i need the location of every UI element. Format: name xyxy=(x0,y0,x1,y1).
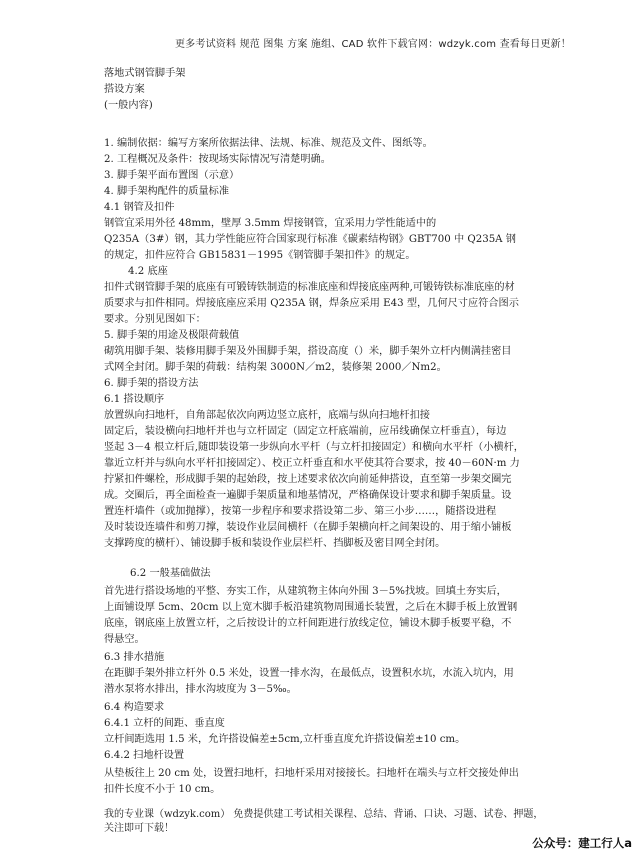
paragraph-line: 置连杆墙件（或加抛撑），按第一步程序和要求搭设第二步、第三小步……，随搭设进程 xyxy=(104,506,497,517)
subsection-heading: 6.1 搭设顺序 xyxy=(104,394,165,405)
doc-title: 落地式钢管脚手架 xyxy=(104,68,186,79)
subsection-heading: 6.3 排水措施 xyxy=(104,652,165,663)
section-heading: 1. 编制依据：编写方案所依据法律、法规、标准、规范及文件、图纸等。 xyxy=(104,138,433,149)
paragraph-line: 首先进行搭设场地的平整、夯实工作，从建筑物主体向外围 3－5%找坡。回填土夯实后， xyxy=(104,586,507,597)
paragraph-line: 钢管宜采用外径 48mm，壁厚 3.5mm 焊接钢管，宜采用力学性能适中的 xyxy=(104,218,437,229)
paragraph-line: 上面铺设厚 5cm、20cm 以上宽木脚手板沿建筑物周围通长装置，之后在木脚手板上放置钢 xyxy=(104,602,518,613)
paragraph-line: 固定后，装设横向扫地杆并也与立杆固定（固定立杆底端前，应吊线确保立杆垂直），每边 xyxy=(104,426,507,437)
paragraph-line: 式网全封闭。脚手架的荷载：结构架 3000N／m2，装修架 2000／Nm2。 xyxy=(104,362,447,373)
page-header: 更多考试资料 规范 图集 方案 施组、CAD 软件下载官网：wdzyk.com 查看每日更新！ xyxy=(174,39,571,50)
paragraph-line: 要求。分别见图如下： xyxy=(104,314,206,325)
subsection-heading: 4.1 钢管及扣件 xyxy=(104,202,175,213)
paragraph-line: 扣件长度不小于 10 cm。 xyxy=(104,784,221,795)
paragraph-line: 拧紧扣件螺栓，形成脚手架的起始段，按上述要求依次向前延伸搭设，直至第一步架交圈完 xyxy=(104,474,512,485)
paragraph-line: 成。交圈后，再全面检查一遍脚手架质量和地基情况，严格确保设计要求和脚手架质量。设 xyxy=(104,490,512,501)
watermark: 公众号：建工行人a xyxy=(532,836,632,850)
section-heading: 4. 脚手架构配件的质量标准 xyxy=(104,186,230,197)
paragraph-line: 潜水泵将水排出，排水沟坡度为 3－5‰。 xyxy=(104,684,297,695)
paragraph-line: 及时装设连墙件和剪刀撑，装设作业层间横杆（在脚手架横向杆之间架设的、用于缩小铺板 xyxy=(104,522,512,533)
paragraph-line: 底座，钢底座上放置立杆，之后按设计的立杆间距进行放线定位，铺设木脚手板要平稳，不 xyxy=(104,618,512,629)
paragraph-line: 靠近立杆并与纵向水平杆扣接固定）、校正立杆垂直和水平使其符合要求，按 40－60N·m 力 xyxy=(104,458,520,469)
paragraph-line: 从垫板往上 20 cm 处，设置扫地杆，扫地杆采用对接接长。扫地杆在端头与立杆交接处伸出 xyxy=(104,768,519,779)
subsection-heading: 4.2 底座 xyxy=(128,266,168,277)
subsection-heading: 6.2 一般基础做法 xyxy=(130,568,211,579)
section-heading: 2. 工程概况及条件：按现场实际情况写清楚明确。 xyxy=(104,154,331,165)
paragraph-line: 立杆间距选用 1.5 米，允许搭设偏差±5cm,立杆垂直度允许搭设偏差±10 cm。 xyxy=(104,734,466,745)
paragraph-line: 的规定，扣件应符合 GB15831－1995《钢管脚手架扣件》的规定。 xyxy=(104,250,416,261)
section-heading: 3. 脚手架平面布置图（示意） xyxy=(104,170,240,181)
doc-note: (一般内容) xyxy=(104,100,153,111)
section-heading: 5. 脚手架的用途及极限荷载值 xyxy=(104,330,240,341)
paragraph-line: 支撑跨度的横杆）、铺设脚手板和装设作业层栏杆、挡脚板及密目网全封闭。 xyxy=(104,538,446,549)
subsection-heading: 6.4 构造要求 xyxy=(104,702,165,713)
doc-subtitle: 搭设方案 xyxy=(104,84,145,95)
paragraph-line: 放置纵向扫地杆，自角部起依次向两边竖立底杆，底端与纵向扫地杆扣接 xyxy=(104,410,430,421)
page-footer: 我的专业课（wdzyk.com） 免费提供建工考试相关课程、总结、背诵、口诀、习题、试卷、押题，关注即可下载！ xyxy=(104,809,544,834)
paragraph-line: 质要求与扣件相同。焊接底座应采用 Q235A 钢，焊条应采用 E43 型，几何尺寸应符合图示 xyxy=(104,298,519,309)
paragraph-line: 扣件式钢管脚手架的底座有可锻铸铁制造的标准底座和焊接底座两种,可锻铸铁标准底座的材 xyxy=(104,282,515,293)
paragraph-line: 竖起 3－4 根立杆后,随即装设第一步纵向水平杆（与立杆扣接固定）和横向水平杆（小横杆， xyxy=(104,442,524,453)
paragraph-line: 砌筑用脚手架、装修用脚手架及外围脚手架，搭设高度（）米，脚手架外立杆内侧满挂密目 xyxy=(104,346,512,357)
subsection-heading: 6.4.2 扫地杆设置 xyxy=(104,750,185,761)
paragraph-line: 在距脚手架外排立杆外 0.5 米处，设置一排水沟，在最低点，设置积水坑，水流入坑内，用 xyxy=(104,668,514,679)
paragraph-line: 得悬空。 xyxy=(104,634,145,645)
paragraph-line: Q235A（3#）钢，其力学性能应符合国家现行标准《碳素结构钢》GBT700 中 Q235A 钢 xyxy=(104,234,516,245)
subsection-heading: 6.4.1 立杆的间距、垂直度 xyxy=(104,718,225,729)
section-heading: 6. 脚手架的搭设方法 xyxy=(104,378,199,389)
